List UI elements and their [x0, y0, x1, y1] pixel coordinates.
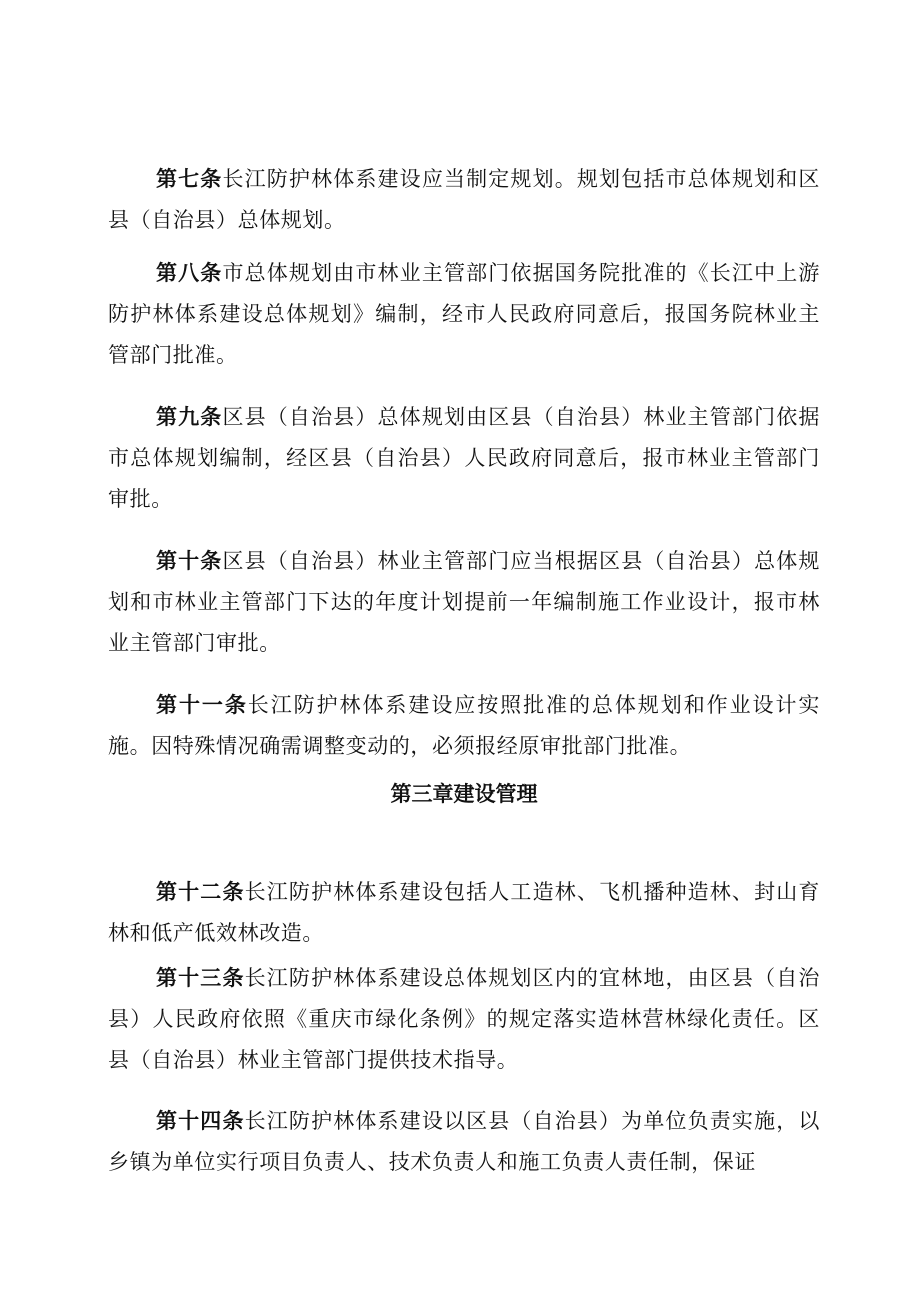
article-label: 第九条: [156, 405, 223, 429]
chapter-title: 第三章建设管理: [390, 782, 538, 806]
article-10: [108, 541, 820, 664]
article-13: [108, 958, 820, 1081]
article-text: 长江防护林体系建设以区县（自治县）为单位负责实施，以乡镇为单位实行项目负责人、技术负责人和施工负责人责任制，保证: [108, 1109, 820, 1174]
article-9: [108, 397, 820, 520]
article-label: 第十四条: [156, 1109, 245, 1133]
article-12: [108, 872, 820, 954]
article-text: 市总体规划由市林业主管部门依据国务院批准的《长江中上游防护林体系建设总体规划》编制，经市人民政府同意后，报国务院林业主管部门批准。: [108, 261, 820, 367]
article-text: 长江防护林体系建设应按照批准的总体规划和作业设计实施。因特殊情况确需调整变动的，必须报经原审批部门批准。: [108, 693, 821, 758]
article-text: 区县（自治县）林业主管部门应当根据区县（自治县）总体规划和市林业主管部门下达的年度计划提前一年编制施工作业设计，报市林业主管部门审批。: [108, 549, 820, 655]
article-label: 第十二条: [156, 880, 245, 904]
article-text: 区县（自治县）总体规划由区县（自治县）林业主管部门依据市总体规划编制，经区县（自治县）人民政府同意后，报市林业主管部门审批。: [108, 405, 820, 511]
article-label: 第十条: [156, 549, 223, 573]
article-label: 第十一条: [156, 693, 248, 717]
article-14: [108, 1101, 820, 1183]
article-text: 长江防护林体系建设应当制定规划。规划包括市总体规划和区县（自治县）总体规划。: [108, 167, 820, 232]
article-8: [108, 253, 820, 376]
article-text: 长江防护林体系建设包括人工造林、飞机播种造林、封山育林和低产低效林改造。: [108, 880, 820, 945]
article-11: [108, 685, 820, 767]
article-label: 第十三条: [156, 966, 245, 990]
article-text: 长江防护林体系建设总体规划区内的宜林地，由区县（自治县）人民政府依照《重庆市绿化条例》的规定落实造林营林绿化责任。区县（自治县）林业主管部门提供技术指导。: [108, 966, 820, 1072]
article-label: 第七条: [156, 167, 223, 191]
article-label: 第八条: [156, 261, 223, 285]
article-7: [108, 159, 820, 241]
